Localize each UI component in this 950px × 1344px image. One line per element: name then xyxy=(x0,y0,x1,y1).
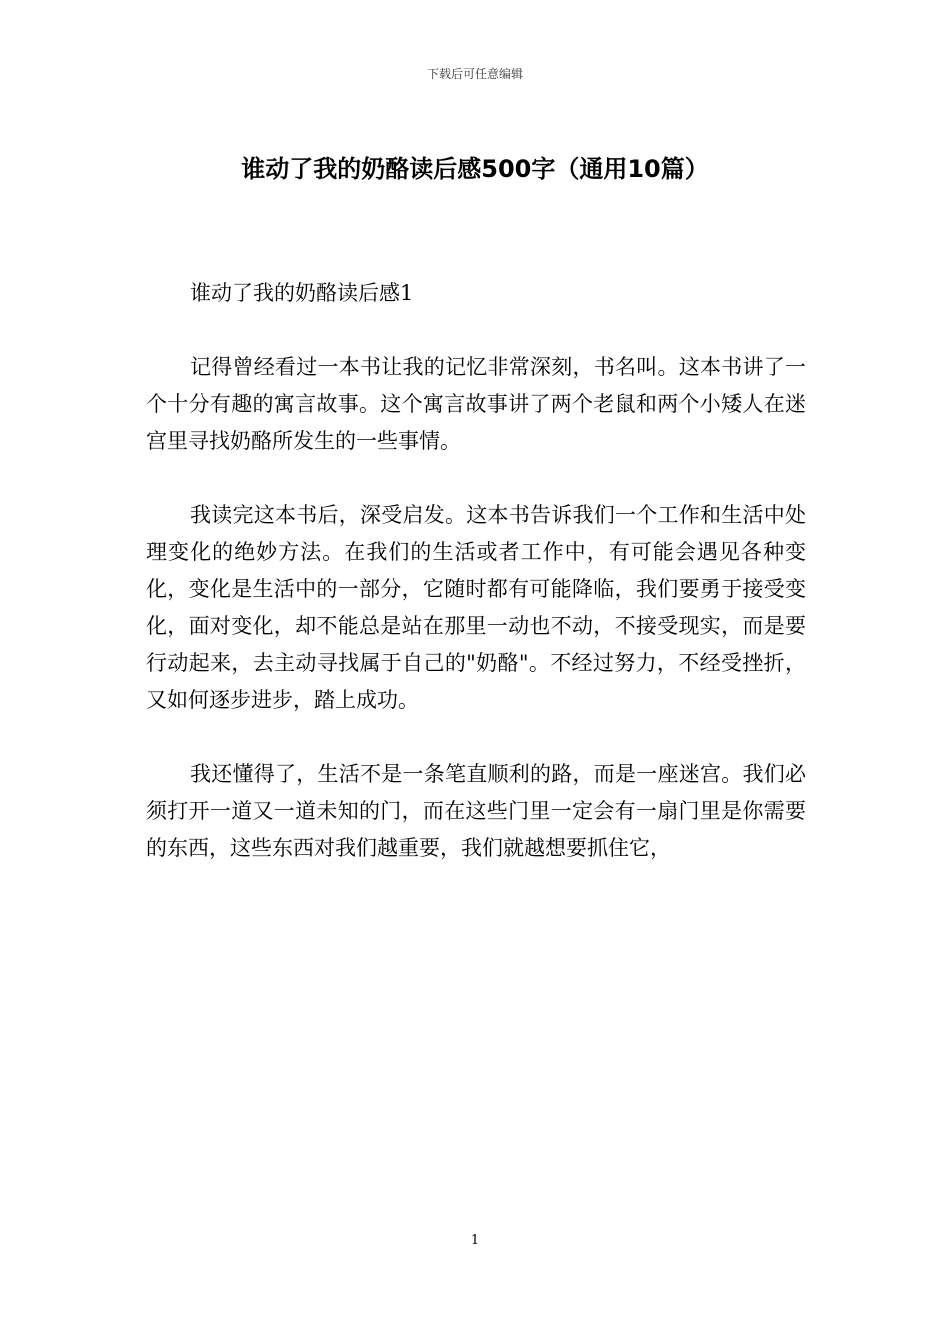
document-title: 谁动了我的奶酪读后感500字（通用10篇） xyxy=(241,155,709,183)
paragraph: 我读完这本书后，深受启发。这本书告诉我们一个工作和生活中处理变化的绝妙方法。在我们的生活或者工作中，有可能会遇见各种变化，变化是生活中的一部分，它随时都有可能降临，我们要勇于接受变化，面对变化，却不能总是站在那里一动也不动，不接受现实，而是要行动起来，去主动寻找属于自己的"奶酪"。不经过努力，不经受挫折，又如何逐步进步，踏上成功。 xyxy=(146,503,806,712)
page-number: 1 xyxy=(470,1233,480,1248)
document-body xyxy=(146,275,806,904)
section-subtitle: 谁动了我的奶酪读后感1 xyxy=(190,281,414,305)
paragraph: 记得曾经看过一本书让我的记忆非常深刻，书名叫。这本书讲了一个十分有趣的寓言故事。这个寓言故事讲了两个老鼠和两个小矮人在迷宫里寻找奶酪所发生的一些事情。 xyxy=(146,355,806,453)
paragraph: 我还懂得了，生活不是一条笔直顺利的路，而是一座迷宫。我们必须打开一道又一道未知的门，而在这些门里一定会有一扇门里是你需要的东西，这些东西对我们越重要，我们就越想要抓住它， xyxy=(146,762,806,860)
header-note: 下载后可任意编辑 xyxy=(426,67,523,81)
